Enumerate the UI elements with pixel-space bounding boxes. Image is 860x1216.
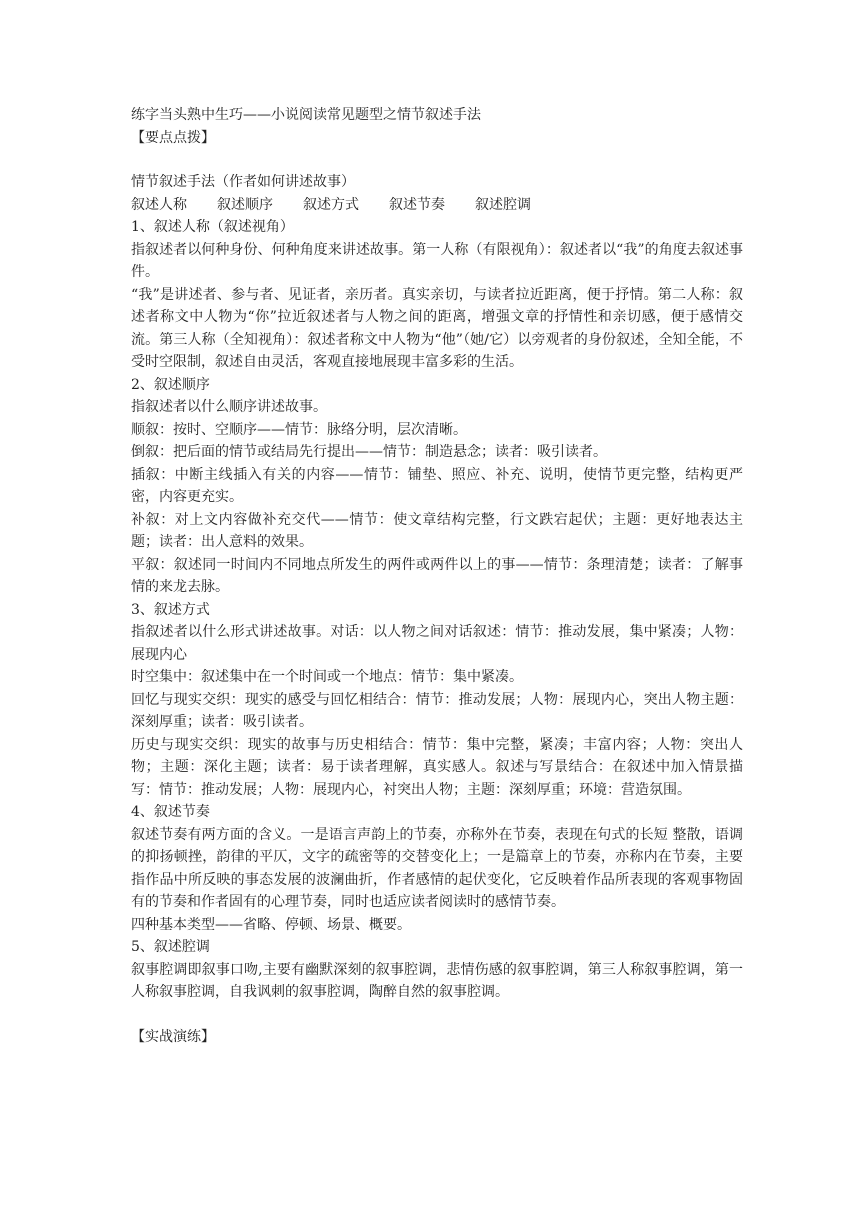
aspect-item: 叙述顺序: [217, 196, 273, 213]
paragraph: 补叙：对上文内容做补充交代——情节：使文章结构完整，行文跌宕起伏；主题：更好地表达主题；读者：出人意料的效果。: [131, 511, 743, 550]
section-heading: 2、叙述顺序: [131, 376, 210, 393]
paragraph: 叙述节奏有两方面的含义。一是语言声韵上的节奏，亦称外在节奏，表现在句式的长短 整散，语调的抑扬顿挫，韵律的平仄，文字的疏密等的交替变化上；一是篇章上的节奏，亦称内在节奏，主要指作品中所反映的事态发展的波澜曲折，作者感情的起伏变化，它反映着作品所表现的客观事物固有的节奏和作者固有的心理节奏，同时也适应读者阅读时的感情节奏。: [131, 826, 743, 910]
section-practice-heading: 【实战演练】: [131, 1028, 215, 1045]
paragraph: 插叙：中断主线插入有关的内容——情节：铺垫、照应、补充、说明，使情节更完整，结构更严密，内容更充实。: [131, 466, 743, 505]
aspect-item: 叙述方式: [303, 196, 359, 213]
paragraph: 指叙述者以什么形式讲述故事。对话：以人物之间对话叙述：情节：推动发展，集中紧凑；人物：展现内心: [131, 624, 743, 663]
paragraph: 时空集中：叙述集中在一个时间或一个地点：情节：集中紧凑。: [131, 669, 523, 685]
section-heading: 4、叙述节奏: [131, 804, 210, 820]
section-heading: 3、叙述方式: [131, 601, 210, 618]
section-tips-heading: 【要点点拨】: [131, 129, 215, 146]
paragraph: 回忆与现实交织：现实的感受与回忆相结合：情节：推动发展；人物：展现内心，突出人物主题：深刻厚重；读者：吸引读者。: [131, 691, 743, 730]
paragraph: 叙事腔调即叙事口吻,主要有幽默深刻的叙事腔调，悲情伤感的叙事腔调，第三人称叙事腔调，第一人称叙事腔调，自我讽刺的叙事腔调，陶醉自然的叙事腔调。: [131, 961, 743, 1000]
paragraph: 历史与现实交织：现实的故事与历史相结合：情节：集中完整，紧凑；丰富内容；人物：突出人物；主题：深化主题；读者：易于读者理解，真实感人。叙述与写景结合：在叙述中加入情景描写：情节：推动发展；人物：展现内心，衬突出人物；主题：深刻厚重；环境：营造氛围。: [131, 736, 743, 798]
document-page: [131, 104, 743, 1048]
section-heading: 1、叙述人称（叙述视角）: [131, 219, 294, 235]
paragraph: 四种基本类型——省略、停顿、场景、概要。: [131, 916, 411, 933]
aspect-item: 叙述腔调: [475, 196, 531, 213]
paragraph: 顺叙：按时、空顺序——情节：脉络分明，层次清晰。: [131, 421, 467, 438]
paragraph: 指叙述者以什么顺序讲述故事。: [131, 399, 327, 415]
blank-line: [131, 149, 743, 171]
paragraph: “我”是讲述者、参与者、见证者，亲历者。真实亲切，与读者拉近距离，便于抒情。第二人称：叙述者称文中人物为“你”拉近叙述者与人物之间的距离，增强文章的抒情性和亲切感，便于感情交流。第三人称（全知视角）：叙述者称文中人物为“他”（她/它）以旁观者的身份叙述，全知全能，不受时空限制，叙述自由灵活，客观直接地展现丰富多彩的生活。: [131, 286, 743, 370]
section-heading: 5、叙述腔调: [131, 939, 210, 955]
paragraph: 平叙：叙述同一时间内不同地点所发生的两件或两件以上的事——情节：条理清楚；读者：了解事情的来龙去脉。: [131, 556, 743, 595]
aspects-row: [131, 194, 743, 217]
aspect-item: 叙述节奏: [389, 196, 445, 213]
paragraph: 倒叙：把后面的情节或结局先行提出——情节：制造悬念；读者：吸引读者。: [131, 444, 607, 460]
aspect-item: 叙述人称: [131, 196, 187, 213]
intro-heading: 情节叙述手法（作者如何讲述故事）: [131, 174, 355, 190]
paragraph: 指叙述者以何种身份、何种角度来讲述故事。第一人称（有限视角）：叙述者以“我”的角度去叙述事件。: [131, 241, 743, 280]
document-title: 练字当头熟中生巧——小说阅读常见题型之情节叙述手法: [131, 107, 481, 123]
blank-line: [131, 1004, 743, 1026]
